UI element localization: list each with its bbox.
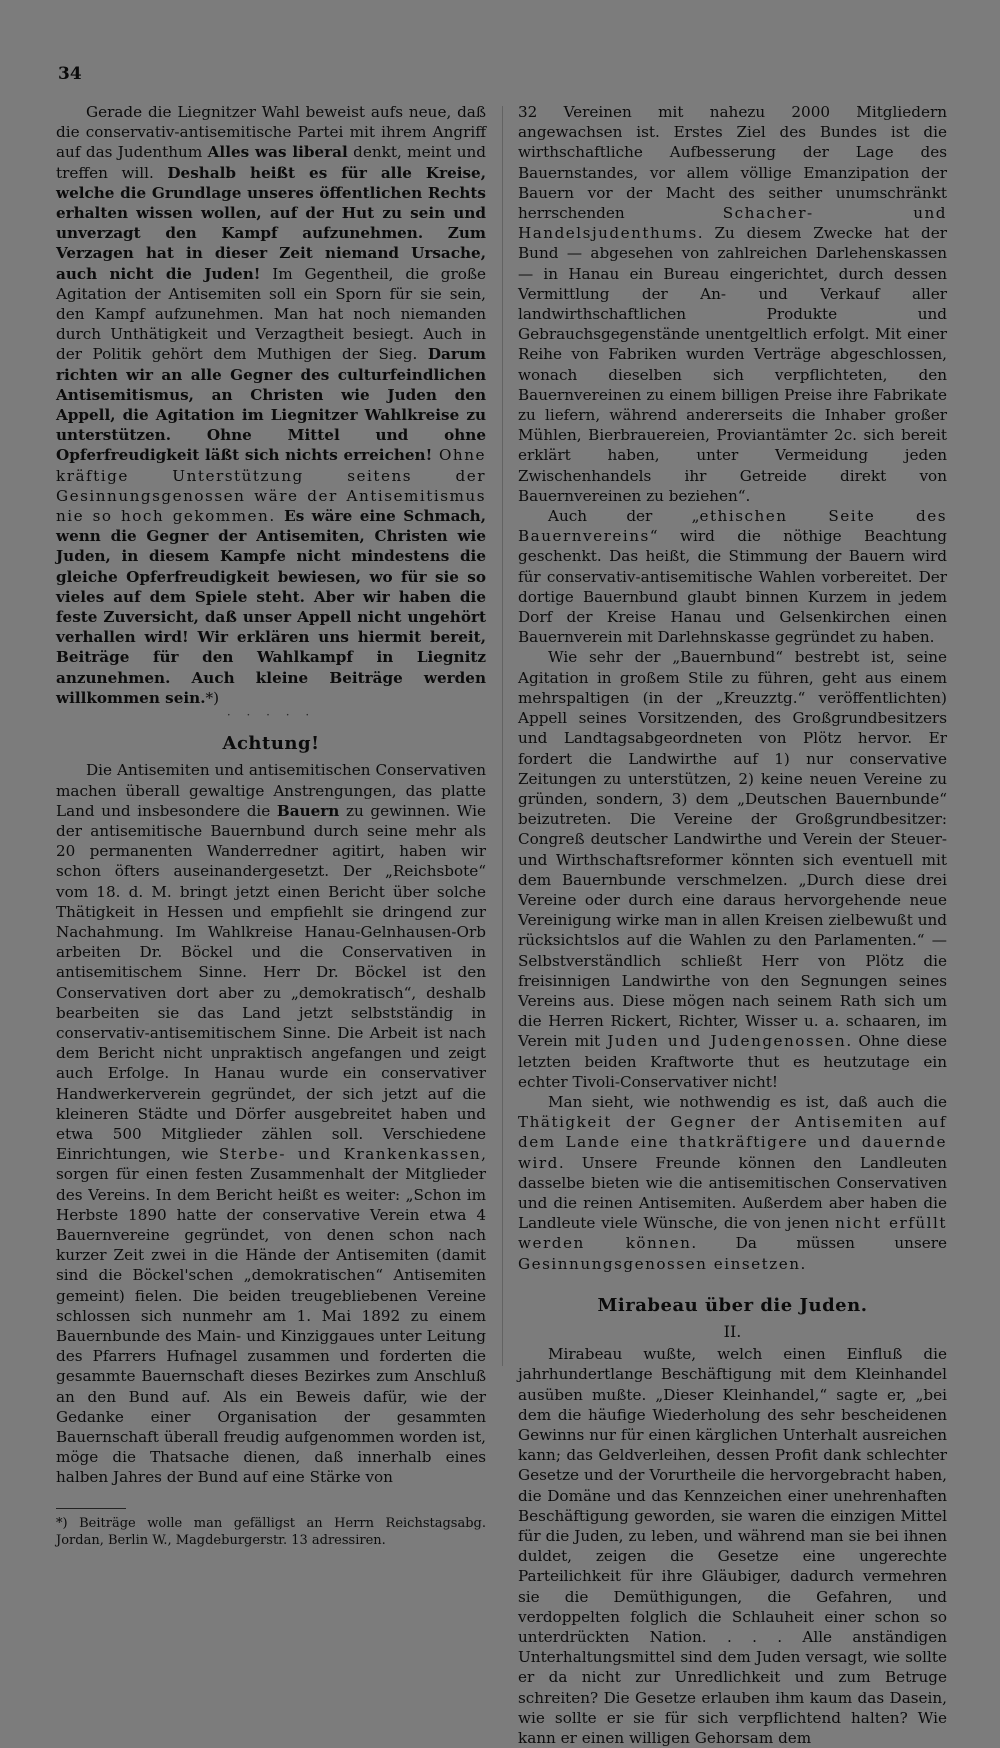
text-run: . Zu diesem Zwecke hat der Bund — abgesehen von zahlreichen Darlehenskassen — in Hanau ein Bureau eingerichtet, durch dessen Vermittlung der An- und Verkauf aller landwirthschaftlichen Produkte und Gebrauchsgegenstände unentgeltlich erfolgt. Mit einer Reihe von Fabriken wurden Verträge abgeschlossen, wonach dieselben sich verpflichteten, den Bauernvereinen zu einem billigen Preise ihre Fabrikate zu liefern, während andererseits die Inhaber großer Mühlen, Bierbrauereien, Proviantämter 2c. sich bereit erklärt haben, unter Vermeidung jeden Zwischenhandels ihr Getreide direkt von Bauernvereinen zu beziehen“.	[518, 224, 947, 505]
paragraph-bund-goals	[518, 102, 947, 506]
bold-text: Darum richten wir an alle Gegner des culturfeindlichen Antisemitismus, an Christen wie Juden den Appell, die Agitation im Liegnitzer Wahlkreise zu unterstützen. Ohne Mittel und ohne Opferfreudigkeit läßt sich nichts erreichen!	[56, 345, 486, 465]
text-run: Man sieht, wie nothwendig es ist, daß auch die	[548, 1092, 947, 1111]
text-run: . Ohne diese letzten beiden Kraftworte thut es heutzutage ein echter Tivoli-Conservativer nicht!	[518, 1032, 947, 1091]
text-run: .	[800, 1254, 806, 1273]
right-column	[518, 102, 947, 1748]
paragraph-mirabeau: Mirabeau wußte, welch einen Einfluß die jahrhundertlange Beschäftigung mit dem Kleinhandel ausüben mußte. „Dieser Kleinhandel,“ sagte er, „bei dem die häufige Wiederholung des sehr bescheidenen Gewinns nur für einen kärglichen Unterhalt ausreichen kann; das Geldverleihen, dessen Profit dank schlechter Gesetze und der Vorurtheile die hervorgebracht haben, die Domäne und das Kennzeichen einer unehrenhaften Beschäftigung geworden, sie waren die einzigen Mittel für die Juden, zu leben, und während man sie bei ihnen duldet, zeigen die Gesetze eine ungerechte Parteilichkeit für ihre Gläubiger, dadurch vermehren sie die Demüthigungen, die Gefahren, und verdoppelten folglich die Schlauheit einer schon so unterdrückten Nation. . . . Alle anständigen Unterhaltungsmittel sind dem Juden versagt, wie sollte er da nicht zur Unredlichkeit und zum Betruge schreiten? Die Gesetze erlauben ihm kaum das Dasein, wie sollte er sie für sich verpflichtend halten? Wie kann er einen willigen Gehorsam dem	[518, 1345, 947, 1748]
column-divider	[502, 106, 503, 1366]
spaced-text: Thätigkeit der Gegner der Antisemiten auf dem Lande eine thatkräftigere und dauernde wird	[518, 1113, 947, 1172]
heading-mirabeau: Mirabeau über die Juden.	[597, 1294, 868, 1316]
paragraph-ploetz-appeal	[518, 647, 947, 1091]
footnote-marker: *)	[205, 688, 220, 707]
text-run: 32 Vereinen mit nahezu 2000 Mitgliedern angewachsen ist. Erstes Ziel des Bundes ist die wirthschaftliche Aufbesserung der Lage des Bauernstandes, vor allem völlige Emanzipation der Bauern vor der Macht des seither unumschränkt herrschenden	[518, 103, 947, 223]
text-run: Gerade die Liegnitzer Wahl beweist aufs neue, daß die conservativ-antisemitische Partei mit ihrem Angriff auf das Judenthum	[56, 103, 486, 162]
paragraph-liegnitz-appeal	[56, 102, 486, 708]
heading-achtung: Achtung!	[222, 733, 320, 755]
spaced-text: Sterbe- und Krankenkassen	[218, 1145, 482, 1164]
spaced-text: Gesinnungsgenossen einsetzen	[518, 1254, 801, 1273]
footnote: *) Beiträge wolle man gefälligst an Herrn Reichstagsabg. Jordan, Berlin W., Magdeburgerstr. 13 adressiren.	[56, 1515, 486, 1548]
bold-text: Bauern	[276, 801, 340, 820]
bold-text: Deshalb heißt es für alle Kreise, welche die Grundlage unseres öffentlichen Rechts erhalten wissen wollen, auf der Hut zu sein und unverzagt den Kampf aufzunehmen. Zum Verzagen hat in dieser Zeit niemand Ursache, auch nicht die Juden!	[56, 163, 487, 283]
paragraph-call-to-action	[518, 1092, 947, 1274]
text-run: Die Antisemiten und antisemitischen Conservativen machen überall gewaltige Anstrengungen, das platte Land und insbesondere die	[56, 761, 486, 820]
spaced-text: Schacher- und Handelsjudenthums	[518, 204, 947, 243]
bold-text: Es wäre eine Schmach, wenn die Gegner der Antisemiten, Christen wie Juden, in diesem Kampfe nicht mindestens die gleiche Opferfreudigkeit bewiesen, wo für sie so vieles auf dem Spiele steht. Aber wir haben die feste Zuversicht, daß unser Appell nicht ungehört verhallen wird! Wir erklären uns hiermit bereit, Beiträge für den Wahlkampf in Liegnitz anzunehmen. Auch kleine Beiträge werden willkommen sein.	[56, 507, 487, 707]
section-separator: · · · · ·	[226, 708, 316, 723]
text-run: Auch der „	[548, 507, 700, 526]
text-run: , sorgen für einen festen Zusammenhalt der Mitglieder des Vereins. In dem Bericht heißt es weiter: „Schon im Herbste 1890 hatte der conservative Verein etwa 4 Bauernvereine gegründet, von denen schon nach kurzer Zeit zwei in die Hände der Antisemiten (damit sind die Böckel'schen „demokratischen“ Antisemiten gemeint) fielen. Die beiden treugebliebenen Vereine schlossen sich nunmehr am 1. Mai 1892 zu einem Bauernbunde des Main- und Kinziggaues unter Leitung des Pfarrers Hufnagel zusammen und forderten die gesammte Bauernschaft dieses Bezirkes zum Anschluß an den Bund auf. Als ein Beweis dafür, wie der Gedanke einer Organisation der gesammten Bauernschaft überall freudig aufgenommen worden ist, möge die Thatsache dienen, daß innerhalb eines halben Jahres der Bund auf eine Stärke von	[56, 1145, 486, 1487]
page-number: 34	[58, 64, 82, 84]
bold-text: Alles was liberal	[207, 143, 348, 162]
text-run: “ wird die nöthige Beachtung geschenkt. Das heißt, die Stimmung der Bauern wird für conservativ-antisemitische Wahlen vorbereitet. Der dortige Bauernbund glaubt binnen Kurzem in jedem Dorf der Kreise Hanau und Gelsenkirchen einen Bauernverein mit Darlehnskasse gegründet zu haben.	[518, 527, 947, 647]
footnote-rule	[56, 1508, 126, 1509]
paragraph-ethical-side	[518, 506, 947, 647]
paragraph-bauernbund	[56, 760, 486, 1487]
text-run: Im Gegentheil, die große Agitation der Antisemiten soll ein Sporn für sie sein, den Kampf aufzunehmen. Man hat noch niemanden durch Unthätigkeit und Verzagtheit besiegt. Auch in der Politik gehört dem Muthigen der Sieg.	[56, 264, 486, 364]
text-run: denkt, meint und treffen will.	[56, 143, 486, 182]
text-run: . Da müssen unsere	[691, 1234, 947, 1253]
text-run: Wie sehr der „Bauernbund“ bestrebt ist, seine Agitation in großem Stile zu führen, geht aus einem mehrspaltigen (in der „Kreuzztg.“ veröffentlichten) Appell seines Vorsitzenden, des Großgrundbesitzers und Landtagsabgeordneten von Plötz hervor. Er fordert die Landwirthe auf 1) nur conservative Zeitungen zu unterstützen, 2) keine neuen Vereine zu gründen, sondern, 3) dem „Deutschen Bauernbunde“ beizutreten. Die Vereine der Großgrundbesitzer: Congreß deutscher Landwirthe und Verein der Steuer- und Wirthschaftsreformer könnten sich eventuell mit dem Bauernbunde verschmelzen. „Durch diese drei Vereine oder durch eine daraus hervorgehende neue Vereinigung wirke man in allen Kreisen zielbewußt und rücksichtslos auf die Wahlen zu den Parlamenten.“ — Selbstverständlich schließt Herr von Plötz die freisinnigen Landwirthe von den Segnungen seines Vereins aus. Diese mögen nach seinem Rath sich um die Herren Rickert, Richter, Wisser u. a. schaaren, im Verein mit	[518, 648, 947, 1051]
spaced-text: Ohne kräftige Unterstützung seitens der Gesinnungsgenossen wäre der Antisemitismus nie so hoch gekommen.	[56, 446, 486, 526]
subheading-part: II.	[723, 1321, 742, 1341]
spaced-text: nicht erfüllt werden können	[518, 1214, 948, 1253]
text-run: zu gewinnen. Wie der antisemitische Bauernbund durch seine mehr als 20 permanenten Wanderredner agitirt, haben wir schon öfters auseinandergesetzt. Der „Reichsbote“ vom 18. d. M. bringt jetzt einen Bericht über solche Thätigkeit in Hessen und empfiehlt sie dringend zur Nachahmung. Im Wahlkreise Hanau-Gelnhausen-Orb arbeiten Dr. Böckel und die Conservativen in antisemitischem Sinne. Herr Dr. Böckel ist den Conservativen dort aber zu „demokratisch“, deshalb bearbeiten sie das Land jetzt selbstständig in conservativ-antisemitischem Sinne. Die Arbeit ist nach dem Bericht nicht unpraktisch angefangen und zeigt auch Erfolge. In Hanau wurde ein conservativer Handwerkerverein gegründet, der sich jetzt auf die kleineren Städte und Dörfer ausgebreitet haben und etwa 500 Mitglieder zählen soll. Verschiedene Einrichtungen, wie	[56, 801, 486, 1164]
spaced-text: ethischen Seite des Bauernvereins	[518, 507, 947, 546]
text-run: . Unsere Freunde können den Landleuten dasselbe bieten wie die antisemitischen Conservativen und die reinen Antisemiten. Außerdem aber haben die Landleute viele Wünsche, die von jenen	[518, 1153, 947, 1233]
spaced-text: Juden und Judengenossen	[607, 1032, 847, 1051]
left-column	[56, 102, 486, 1549]
